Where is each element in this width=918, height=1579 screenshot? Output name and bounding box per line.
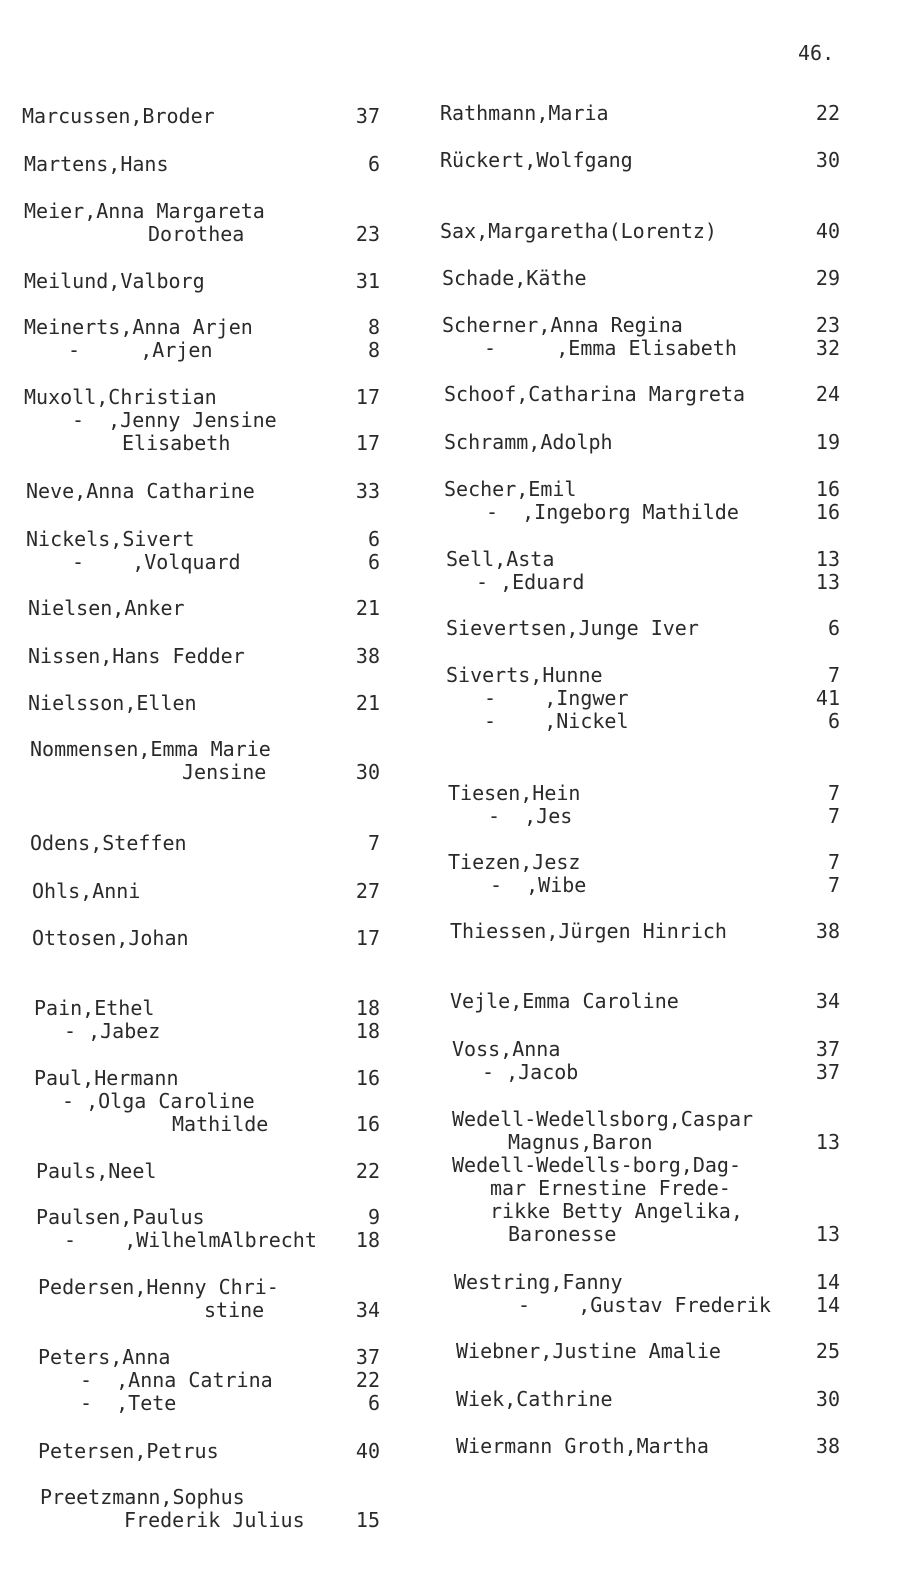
- entry-line: [0, 528, 420, 551]
- page-number: 46.: [798, 41, 835, 65]
- entry-name: Tiezen,Jesz: [448, 850, 581, 874]
- index-entry: [430, 1388, 918, 1411]
- index-entry: [430, 478, 918, 524]
- index-entry: [430, 851, 918, 897]
- entry-name: Pauls,Neel: [36, 1159, 157, 1183]
- entry-name: Frederik Julius: [124, 1508, 305, 1532]
- entry-line: [430, 990, 918, 1013]
- page-reference: 18: [355, 1019, 380, 1043]
- index-entry: [0, 645, 420, 668]
- entry-line: [0, 1299, 420, 1322]
- entry-line: [430, 1154, 918, 1177]
- page-reference: 13: [815, 1130, 840, 1154]
- entry-line: [430, 805, 918, 828]
- entry-name: - ,WilhelmAlbrecht: [64, 1228, 317, 1252]
- entry-name: Ohls,Anni: [32, 879, 141, 903]
- entry-line: [430, 1435, 918, 1458]
- entry-name: Peters,Anna: [38, 1345, 171, 1369]
- page-reference: 7: [827, 873, 840, 897]
- entry-line: [430, 664, 918, 687]
- page-reference: 13: [815, 570, 840, 594]
- index-entry: [0, 927, 420, 950]
- entry-name: Elisabeth: [122, 431, 231, 455]
- index-entry: [0, 880, 420, 903]
- page-reference: 7: [367, 831, 380, 855]
- entry-name: Sax,Margaretha(Lorentz): [440, 219, 717, 243]
- page-reference: 6: [827, 709, 840, 733]
- entry-name: - ,Jacob: [482, 1060, 579, 1084]
- entry-name: Mathilde: [172, 1112, 269, 1136]
- entry-line: [430, 102, 918, 125]
- entry-line: [0, 1160, 420, 1183]
- page-reference: 18: [355, 1228, 380, 1252]
- entry-name: Scherner,Anna Regina: [442, 313, 683, 337]
- index-entry: [0, 692, 420, 715]
- index-entry: [430, 548, 918, 594]
- page-reference: 6: [367, 527, 380, 551]
- page-reference: 25: [815, 1339, 840, 1363]
- page-reference: 16: [355, 1112, 380, 1136]
- entry-line: [0, 1486, 420, 1509]
- entry-name: Magnus,Baron: [508, 1130, 653, 1154]
- page-reference: 21: [355, 596, 380, 620]
- entry-name: - ,Olga Caroline: [62, 1089, 255, 1113]
- index-entry: [430, 431, 918, 454]
- page-reference: 17: [355, 385, 380, 409]
- entry-line: [0, 832, 420, 855]
- index-entry: [430, 102, 918, 125]
- entry-line: [430, 1340, 918, 1363]
- page-reference: 21: [355, 691, 380, 715]
- entry-name: Voss,Anna: [452, 1037, 561, 1061]
- entry-line: [430, 501, 918, 524]
- page-reference: 40: [815, 219, 840, 243]
- entry-name: Schramm,Adolph: [444, 430, 613, 454]
- entry-line: [0, 316, 420, 339]
- index-entry: [0, 528, 420, 574]
- entry-name: - ,Tete: [80, 1391, 177, 1415]
- entry-line: [0, 927, 420, 950]
- page-reference: 8: [367, 338, 380, 362]
- entry-line: [0, 270, 420, 293]
- index-entry: [0, 832, 420, 855]
- index-entry: [0, 997, 420, 1043]
- index-entry: [430, 1435, 918, 1458]
- page-reference: 7: [827, 804, 840, 828]
- entry-name: - ,Wibe: [490, 873, 587, 897]
- index-entry: [430, 149, 918, 172]
- entry-name: - ,Ingwer: [484, 686, 629, 710]
- entry-line: [0, 880, 420, 903]
- entry-line: [430, 149, 918, 172]
- entry-name: Baronesse: [508, 1222, 617, 1246]
- page-reference: 30: [815, 148, 840, 172]
- page-reference: 16: [815, 477, 840, 501]
- entry-name: Wedell-Wedellsborg,Caspar: [452, 1107, 754, 1131]
- entry-name: Rückert,Wolfgang: [440, 148, 633, 172]
- entry-name: - ,Jes: [488, 804, 573, 828]
- page-reference: 17: [355, 926, 380, 950]
- entry-name: Rathmann,Maria: [440, 101, 609, 125]
- entry-line: [430, 337, 918, 360]
- page-reference: 37: [355, 104, 380, 128]
- index-entry: [0, 1276, 420, 1322]
- page-reference: 7: [827, 781, 840, 805]
- entry-name: Wiebner,Justine Amalie: [456, 1339, 721, 1363]
- entry-name: Ottosen,Johan: [32, 926, 189, 950]
- entry-name: rikke Betty Angelika,: [490, 1199, 743, 1223]
- entry-line: [430, 1177, 918, 1200]
- index-entry: [430, 1340, 918, 1363]
- index-entry: [430, 267, 918, 290]
- entry-name: Sell,Asta: [446, 547, 555, 571]
- entry-line: [430, 1038, 918, 1061]
- page-reference: 9: [367, 1205, 380, 1229]
- entry-name: Jensine: [182, 760, 267, 784]
- page-reference: 13: [815, 547, 840, 571]
- entry-name: Vejle,Emma Caroline: [450, 989, 679, 1013]
- entry-line: [0, 1440, 420, 1463]
- entry-name: - ,Volquard: [72, 550, 241, 574]
- page-reference: 19: [815, 430, 840, 454]
- index-entry: [0, 1206, 420, 1252]
- entry-name: Meilund,Valborg: [24, 269, 205, 293]
- entry-line: [0, 761, 420, 784]
- entry-line: [0, 738, 420, 761]
- entry-name: - ,Emma Elisabeth: [484, 336, 737, 360]
- entry-line: [0, 409, 420, 432]
- index-entry: [430, 1108, 918, 1246]
- index-entry: [0, 480, 420, 503]
- entry-line: [430, 1061, 918, 1084]
- entry-name: Schade,Käthe: [442, 266, 587, 290]
- entry-name: Nielsen,Anker: [28, 596, 185, 620]
- page-reference: 13: [815, 1222, 840, 1246]
- entry-line: [430, 314, 918, 337]
- entry-name: Nickels,Sivert: [26, 527, 195, 551]
- entry-name: Paul,Hermann: [34, 1066, 179, 1090]
- entry-name: Nissen,Hans Fedder: [28, 644, 245, 668]
- entry-name: Meier,Anna Margareta: [24, 199, 265, 223]
- page-reference: 23: [355, 222, 380, 246]
- entry-line: [430, 687, 918, 710]
- page-reference: 31: [355, 269, 380, 293]
- entry-line: [430, 782, 918, 805]
- entry-name: Wiermann Groth,Martha: [456, 1434, 709, 1458]
- entry-name: Thiessen,Jürgen Hinrich: [450, 919, 727, 943]
- index-entry: [430, 782, 918, 828]
- page-reference: 6: [367, 152, 380, 176]
- index-entry: [0, 105, 420, 128]
- index-entry: [0, 1440, 420, 1463]
- page-reference: 15: [355, 1508, 380, 1532]
- page-reference: 38: [355, 644, 380, 668]
- entry-name: - ,Nickel: [484, 709, 629, 733]
- entry-name: Meinerts,Anna Arjen: [24, 315, 253, 339]
- page-reference: 37: [815, 1060, 840, 1084]
- index-entry: [0, 316, 420, 362]
- entry-line: [0, 1229, 420, 1252]
- index-entry: [430, 1271, 918, 1317]
- entry-line: [430, 920, 918, 943]
- entry-name: - ,Jenny Jensine: [72, 408, 277, 432]
- page-reference: 27: [355, 879, 380, 903]
- entry-line: [0, 1067, 420, 1090]
- page-reference: 22: [815, 101, 840, 125]
- index-entry: [430, 383, 918, 406]
- page-reference: 37: [355, 1345, 380, 1369]
- index-entry: [430, 220, 918, 243]
- entry-line: [430, 617, 918, 640]
- entry-line: [0, 480, 420, 503]
- entry-line: [430, 1131, 918, 1154]
- entry-line: [0, 1509, 420, 1532]
- entry-line: [430, 1223, 918, 1246]
- page-reference: 40: [355, 1439, 380, 1463]
- entry-name: Sievertsen,Junge Iver: [446, 616, 699, 640]
- index-entry: [0, 738, 420, 784]
- index-entry: [0, 1160, 420, 1183]
- entry-line: [0, 1020, 420, 1043]
- index-entry: [0, 1067, 420, 1136]
- entry-name: Muxoll,Christian: [24, 385, 217, 409]
- entry-line: [430, 1200, 918, 1223]
- entry-name: Wedell-Wedells-borg,Dag-: [452, 1153, 741, 1177]
- entry-line: [0, 339, 420, 362]
- entry-name: Neve,Anna Catharine: [26, 479, 255, 503]
- page-reference: 34: [815, 989, 840, 1013]
- page-reference: 32: [815, 336, 840, 360]
- entry-line: [0, 1276, 420, 1299]
- entry-name: Paulsen,Paulus: [36, 1205, 205, 1229]
- index-entry: [430, 990, 918, 1013]
- entry-name: - ,Gustav Frederik: [518, 1293, 771, 1317]
- entry-line: [0, 1392, 420, 1415]
- entry-line: [0, 1113, 420, 1136]
- index-entry: [0, 1346, 420, 1415]
- entry-line: [0, 432, 420, 455]
- page-reference: 17: [355, 431, 380, 455]
- page-reference: 41: [815, 686, 840, 710]
- page-reference: 14: [815, 1293, 840, 1317]
- entry-line: [0, 1346, 420, 1369]
- page-reference: 22: [355, 1159, 380, 1183]
- entry-line: [430, 1388, 918, 1411]
- index-entry: [430, 664, 918, 733]
- index-entry: [0, 200, 420, 246]
- page-reference: 38: [815, 1434, 840, 1458]
- entry-line: [0, 551, 420, 574]
- entry-name: Odens,Steffen: [30, 831, 187, 855]
- entry-line: [430, 710, 918, 733]
- entry-name: Preetzmann,Sophus: [40, 1485, 245, 1509]
- entry-line: [0, 1369, 420, 1392]
- entry-line: [430, 431, 918, 454]
- entry-line: [0, 1206, 420, 1229]
- page-reference: 34: [355, 1298, 380, 1322]
- entry-name: Westring,Fanny: [454, 1270, 623, 1294]
- entry-line: [0, 386, 420, 409]
- entry-line: [430, 571, 918, 594]
- entry-line: [0, 692, 420, 715]
- entry-name: Tiesen,Hein: [448, 781, 581, 805]
- page-reference: 8: [367, 315, 380, 339]
- entry-line: [0, 997, 420, 1020]
- entry-name: Schoof,Catharina Margreta: [444, 382, 746, 406]
- entry-name: Petersen,Petrus: [38, 1439, 219, 1463]
- page-reference: 30: [815, 1387, 840, 1411]
- entry-line: [430, 1108, 918, 1131]
- entry-name: - ,Eduard: [476, 570, 585, 594]
- entry-line: [430, 220, 918, 243]
- entry-line: [0, 223, 420, 246]
- entry-name: Siverts,Hunne: [446, 663, 603, 687]
- entry-line: [430, 478, 918, 501]
- entry-name: Nielsson,Ellen: [28, 691, 197, 715]
- page-reference: 23: [815, 313, 840, 337]
- entry-line: [430, 383, 918, 406]
- index-entry: [0, 597, 420, 620]
- page-reference: 30: [355, 760, 380, 784]
- page-reference: 7: [827, 850, 840, 874]
- page-reference: 14: [815, 1270, 840, 1294]
- page-reference: 7: [827, 663, 840, 687]
- entry-line: [0, 597, 420, 620]
- page-reference: 33: [355, 479, 380, 503]
- entry-name: Nommensen,Emma Marie: [30, 737, 271, 761]
- entry-name: - ,Anna Catrina: [80, 1368, 273, 1392]
- page-reference: 29: [815, 266, 840, 290]
- index-entry: [430, 920, 918, 943]
- page-reference: 38: [815, 919, 840, 943]
- entry-line: [0, 645, 420, 668]
- page-reference: 6: [367, 1391, 380, 1415]
- entry-line: [0, 105, 420, 128]
- page-reference: 22: [355, 1368, 380, 1392]
- index-entry: [0, 270, 420, 293]
- page-reference: 6: [367, 550, 380, 574]
- entry-name: - ,Arjen: [68, 338, 213, 362]
- entry-name: Martens,Hans: [24, 152, 169, 176]
- entry-line: [430, 851, 918, 874]
- index-entry: [0, 153, 420, 176]
- page-reference: 18: [355, 996, 380, 1020]
- entry-line: [430, 1271, 918, 1294]
- page-reference: 24: [815, 382, 840, 406]
- entry-name: - ,Jabez: [64, 1019, 161, 1043]
- entry-name: Secher,Emil: [444, 477, 577, 501]
- entry-name: stine: [204, 1298, 265, 1322]
- entry-line: [430, 267, 918, 290]
- entry-name: Wiek,Cathrine: [456, 1387, 613, 1411]
- page-reference: 16: [815, 500, 840, 524]
- page-reference: 16: [355, 1066, 380, 1090]
- index-entry: [0, 386, 420, 455]
- entry-name: - ,Ingeborg Mathilde: [486, 500, 739, 524]
- entry-line: [430, 1294, 918, 1317]
- entry-line: [0, 200, 420, 223]
- index-entry: [430, 617, 918, 640]
- entry-name: Dorothea: [148, 222, 245, 246]
- entry-line: [430, 548, 918, 571]
- entry-name: Pain,Ethel: [34, 996, 155, 1020]
- entry-name: Pedersen,Henny Chri-: [38, 1275, 279, 1299]
- entry-line: [0, 1090, 420, 1113]
- entry-name: Marcussen,Broder: [22, 104, 215, 128]
- index-entry: [0, 1486, 420, 1532]
- entry-name: mar Ernestine Frede-: [490, 1176, 731, 1200]
- page-reference: 6: [827, 616, 840, 640]
- index-entry: [430, 1038, 918, 1084]
- entry-line: [430, 874, 918, 897]
- page-reference: 37: [815, 1037, 840, 1061]
- index-entry: [430, 314, 918, 360]
- entry-line: [0, 153, 420, 176]
